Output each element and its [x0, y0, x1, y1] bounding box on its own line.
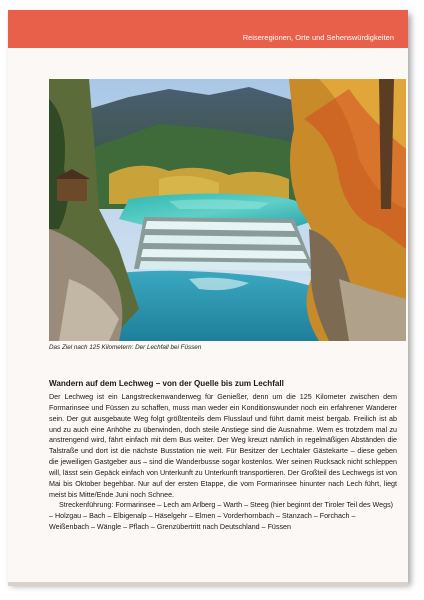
- route-paragraph: Streckenführung: Formarinsee – Lech am Arlberg – Warth – Steeg (hier beginnt der Tiroler Teil des Wegs) – Holzgau – Bach – Elbigenalp – Häselgehr – Elmen – Vorderhornbach – Stanzach – Forchach – Weißenbach – Wängle – Pflach – Grenzübertritt nach Deutschland – Füssen: [49, 501, 394, 532]
- article-body: [49, 392, 397, 533]
- photo-caption: Das Ziel nach 125 Kilometern: Der Lechfall bei Füssen: [49, 344, 202, 351]
- chapter-header-bar: [8, 10, 408, 48]
- lechfall-photo: [49, 79, 406, 341]
- chapter-title: Reiseregionen, Orte und Sehenswürdigkeiten: [242, 33, 394, 42]
- article-paragraph: Der Lechweg ist ein Langstreckenwanderweg für Genießer, denn um die 125 Kilometer zwischen dem Formarinsee und Füssen zu schaffen, muss man weder ein Konditionswunder noch ein erfahrener Wanderer sein. Der gut ausgebaute Weg folgt größtenteils dem Flusslauf und führt damit meist bergab. Freilich ist ab und zu auch eine Anhöhe zu überwinden, doch steile Anstiege sind die Ausnahme. Wem es trotzdem mal zu anstrengend wird, fährt einfach mit dem Bus weiter. Der Weg kreuzt nämlich in regelmäßigen Abständen die Talstraße und dort ist die nächste Busstation nie weit. Für Besitzer der Lechtaler Gästekarte – diese geben die jeweiligen Gastgeber aus – sind die Wanderbusse sogar kostenlos. Wer seinen Rucksack nicht schleppen will, lässt sein Gepäck einfach von Unterkunft zu Unterkunft transportieren. Der Großteil des Lechwegs ist von Mai bis Oktober begehbar. Nur auf der ersten Etappe, die vom Formarinsee hinunter nach Lech führt, liegt meist bis Mitte/Ende Juni noch Schnee.: [49, 393, 397, 499]
- book-page: [8, 10, 408, 582]
- page-bottom-shadow: [8, 582, 408, 586]
- article-heading: Wandern auf dem Lechweg – von der Quelle bis zum Lechfall: [49, 379, 284, 388]
